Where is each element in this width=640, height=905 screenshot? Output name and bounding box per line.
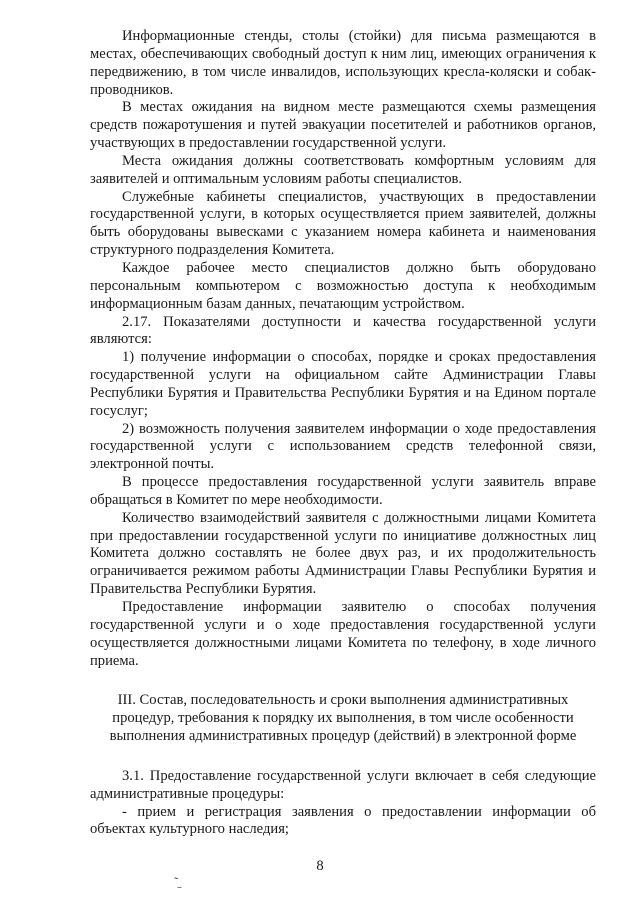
paragraph-information-provision: Предоставление информации заявителю о способах получения государственной услуги и о ходе предоставления государственной услуги осуществляется должностными лицами Комитета по телефону, в ходе личного приема. <box>90 599 596 669</box>
page-number: 8 <box>316 858 324 874</box>
paragraph-clause-2-17: 2.17. Показателями доступности и качества государственной услуги являются: <box>90 313 596 348</box>
paragraph-indicator-1: 1) получение информации о способах, порядке и сроках предоставления государственной услуги на официальном сайте Администрации Главы Республики Бурятия и Правительства Республики Бурятия и на Едином портале госуслуг; <box>90 349 596 419</box>
paragraph-indicator-2: 2) возможность получения заявителем информации о ходе предоставления государственной услуги с использованием средств телефонной связи, электронной почты. <box>90 420 596 473</box>
paragraph-clause-3-1: 3.1. Предоставление государственной услуги включает в себя следующие административные процедуры: <box>90 767 596 802</box>
paragraph-evacuation-schemes: В местах ожидания на видном месте размещаются схемы размещения средств пожаротушения и путей эвакуации посетителей и работников органов, участвующих в предоставлении государственной услуги. <box>90 99 596 152</box>
paragraph-info-stands: Информационные стенды, столы (стойки) для письма размещаются в местах, обеспечивающих свободный доступ к ним лиц, имеющих ограничения к передвижению, в том числе инвалидов, использующих кресла-коляски и собак-проводников. <box>90 28 596 98</box>
scan-mark: ˜ˍ <box>174 874 181 889</box>
paragraph-right-to-apply: В процессе предоставления государственной услуги заявитель вправе обращаться в Комитет по мере необходимости. <box>90 474 596 508</box>
paragraph-procedure-1: - прием и регистрация заявления о предоставлении информации об объектах культурного наследия; <box>90 803 596 838</box>
paragraph-interaction-count: Количество взаимодействий заявителя с должностными лицами Комитета при предоставлении государственной услуги по инициативе должностных лиц Комитета должно составлять не более двух раз, и их продолжительность ограничивается режимом работы Администрации Главы Республики Бурятия и Правительства Республики Бурятия. <box>90 509 596 598</box>
paragraph-workplace-equipment: Каждое рабочее место специалистов должно быть оборудовано персональным компьютером с возможностью доступа к необходимым информационным базам данных, печатающим устройством. <box>90 259 596 312</box>
paragraph-waiting-areas: Места ожидания должны соответствовать комфортным условиям для заявителей и оптимальным условиям работы специалистов. <box>90 152 596 187</box>
section-title: III. Состав, последовательность и сроки выполнения административных процедур, требования к порядку их выполнения, в том числе особенности выполнения административных процедур (действий) в электронной форме <box>109 692 577 745</box>
paragraph-office-signs: Служебные кабинеты специалистов, участвующих в предоставлении государственной услуги, в которых осуществляется прием заявителей, должны быть оборудованы вывесками с указанием номера кабинета и наименования структурного подразделения Комитета. <box>90 188 596 259</box>
document-body <box>90 28 596 839</box>
